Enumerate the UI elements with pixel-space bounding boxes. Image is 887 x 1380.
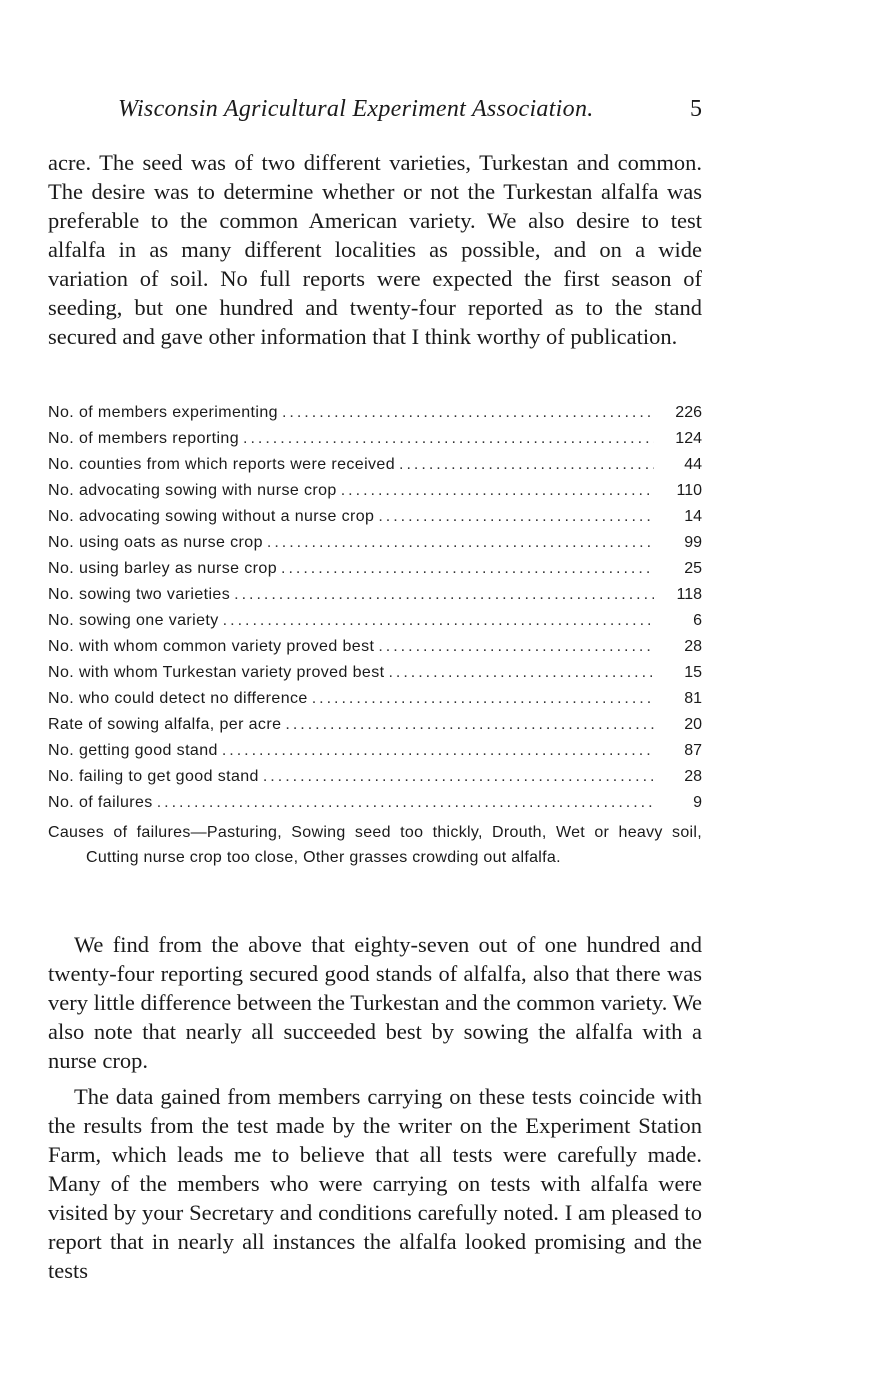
dot-leader (282, 404, 654, 422)
findings-paragraph-text: We find from the above that eighty-seven out of one hundred and twenty-four reporting secured good stands of alfalfa, also that there was very little difference between the Turkestan and the common variety. We also note that nearly all succeeded best by sowing the alfalfa with a nurse crop. (48, 932, 702, 1073)
stat-value: 20 (684, 716, 702, 733)
stat-row (48, 768, 702, 794)
stat-row (48, 586, 702, 612)
stat-label: No. using oats as nurse crop (48, 534, 263, 551)
stat-row (48, 560, 702, 586)
stat-label: No. advocating sowing without a nurse crop (48, 508, 375, 525)
stat-row (48, 690, 702, 716)
dot-leader (341, 482, 654, 500)
stat-row (48, 742, 702, 768)
running-title: Wisconsin Agricultural Experiment Association. (118, 96, 594, 122)
stat-row (48, 664, 702, 690)
dot-leader (267, 534, 654, 552)
stat-label: No. sowing one variety (48, 612, 219, 629)
dot-leader (281, 560, 654, 578)
stat-label: No. with whom Turkestan variety proved best (48, 664, 385, 681)
dot-leader (312, 690, 654, 708)
stat-label: No. with whom common variety proved best (48, 638, 375, 655)
dot-leader (388, 664, 654, 682)
stat-row (48, 612, 702, 638)
stat-value: 25 (684, 560, 702, 577)
stat-value: 87 (684, 742, 702, 759)
stat-value: 99 (684, 534, 702, 551)
stat-row (48, 482, 702, 508)
dot-leader (378, 638, 654, 656)
stat-value: 6 (693, 612, 702, 629)
dot-leader (285, 716, 654, 734)
stat-label: No. who could detect no difference (48, 690, 308, 707)
page-header (48, 96, 702, 130)
stat-value: 9 (693, 794, 702, 811)
causes-of-failures: Causes of failures—Pasturing, Sowing seed too thickly, Drouth, Wet or heavy soil, Cutting nurse crop too close, Other grasses crowding out alfalfa. (48, 824, 702, 866)
stat-label: No. advocating sowing with nurse crop (48, 482, 337, 499)
page-number: 5 (690, 96, 702, 122)
dot-leader (222, 742, 654, 760)
stat-label: No. failing to get good stand (48, 768, 259, 785)
stat-label: No. of members reporting (48, 430, 240, 447)
data-paragraph-text: The data gained from members carrying on these tests coincide with the results from the test made by the writer on the Experiment Station Farm, which leads me to believe that all tests were carefully made. Many of the members who were carrying on tests with alfalfa were visited by your Secretary and conditions carefully noted. I am pleased to report that in nearly all instances the alfalfa looked promising and the tests (48, 1084, 702, 1283)
intro-paragraph (48, 148, 702, 351)
dot-leader (157, 794, 654, 812)
stat-value: 124 (675, 430, 702, 447)
stat-value: 81 (684, 690, 702, 707)
stat-value: 226 (675, 404, 702, 421)
intro-paragraph-text: acre. The seed was of two different varieties, Turkestan and common. The desire was to determine whether or not the Turkestan alfalfa was preferable to the common American variety. We also desire to test alfalfa in as many different localities as possible, and on a wide variation of soil. No full reports were expected the first season of seeding, but one hundred and twenty-four reported as to the stand secured and gave other information that I think worthy of publication. (48, 150, 702, 349)
stat-label: No. counties from which reports were received (48, 456, 396, 473)
dot-leader (223, 612, 654, 630)
stat-row (48, 534, 702, 560)
dot-leader (378, 508, 654, 526)
stat-value: 28 (684, 638, 702, 655)
stat-row (48, 508, 702, 534)
stat-row (48, 794, 702, 820)
dot-leader (243, 430, 654, 448)
stat-row (48, 456, 702, 482)
stat-label: No. sowing two varieties (48, 586, 231, 603)
stat-row (48, 430, 702, 456)
stat-value: 15 (684, 664, 702, 681)
dot-leader (234, 586, 654, 604)
stat-row (48, 716, 702, 742)
data-paragraph (48, 1082, 702, 1285)
stat-value: 28 (684, 768, 702, 785)
stat-label: No. of failures (48, 794, 153, 811)
stat-label: No. of members experimenting (48, 404, 278, 421)
dot-leader (263, 768, 654, 786)
findings-paragraph (48, 930, 702, 1075)
stat-value: 118 (676, 586, 702, 603)
stat-label: No. using barley as nurse crop (48, 560, 277, 577)
statistics-table (48, 404, 702, 820)
stat-value: 14 (684, 508, 702, 525)
stat-value: 110 (676, 482, 702, 499)
dot-leader (399, 456, 654, 474)
stat-row (48, 638, 702, 664)
stat-value: 44 (684, 456, 702, 473)
stat-label: No. getting good stand (48, 742, 218, 759)
stat-row (48, 404, 702, 430)
stat-label: Rate of sowing alfalfa, per acre (48, 716, 282, 733)
